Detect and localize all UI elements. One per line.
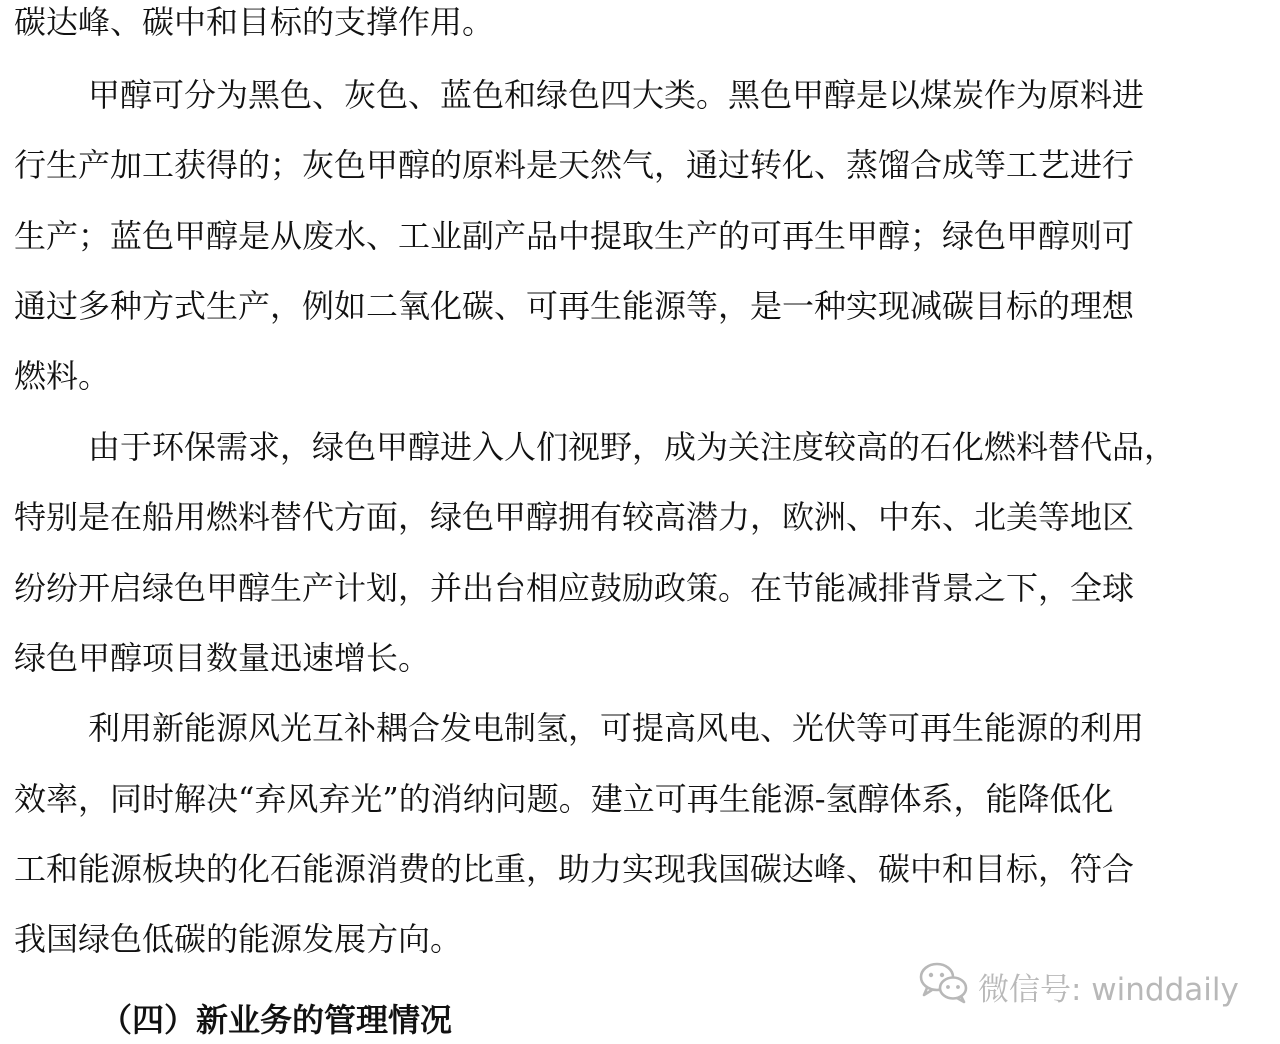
paragraph-first-line: 由于环保需求，绿色甲醇进入人们视野，成为关注度较高的石化燃料替代品，	[88, 428, 1177, 466]
text-line: 行生产加工获得的；灰色甲醇的原料是天然气，通过转化、蒸馏合成等工艺进行	[14, 146, 1135, 184]
wechat-watermark	[918, 960, 1239, 1012]
watermark-text: 微信号: winddaily	[978, 971, 1239, 1008]
wechat-icon	[918, 960, 978, 1012]
paragraph-first-line: 甲醇可分为黑色、灰色、蓝色和绿色四大类。黑色甲醇是以煤炭作为原料进	[88, 76, 1145, 114]
text-line: 特别是在船用燃料替代方面，绿色甲醇拥有较高潜力，欧洲、中东、北美等地区	[14, 498, 1135, 536]
text-line: 通过多种方式生产，例如二氧化碳、可再生能源等，是一种实现减碳目标的理想	[14, 287, 1135, 325]
text-line: 燃料。	[14, 357, 111, 395]
text-line: 生产；蓝色甲醇是从废水、工业副产品中提取生产的可再生甲醇；绿色甲醇则可	[14, 217, 1135, 255]
text-line: 纷纷开启绿色甲醇生产计划，并出台相应鼓励政策。在节能减排背景之下，全球	[14, 569, 1135, 607]
paragraph-first-line: 利用新能源风光互补耦合发电制氢，可提高风电、光伏等可再生能源的利用	[88, 709, 1145, 747]
text-line: 碳达峰、碳中和目标的支撑作用。	[14, 3, 495, 41]
text-line: 绿色甲醇项目数量迅速增长。	[14, 639, 431, 677]
text-line: 我国绿色低碳的能源发展方向。	[14, 920, 463, 958]
text-line: 工和能源板块的化石能源消费的比重，助力实现我国碳达峰、碳中和目标，符合	[14, 850, 1135, 888]
text-line: 效率，同时解决“弃风弃光”的消纳问题。建立可再生能源-氢醇体系，能降低化	[14, 780, 1114, 818]
section-heading: （四）新业务的管理情况	[100, 1001, 453, 1039]
